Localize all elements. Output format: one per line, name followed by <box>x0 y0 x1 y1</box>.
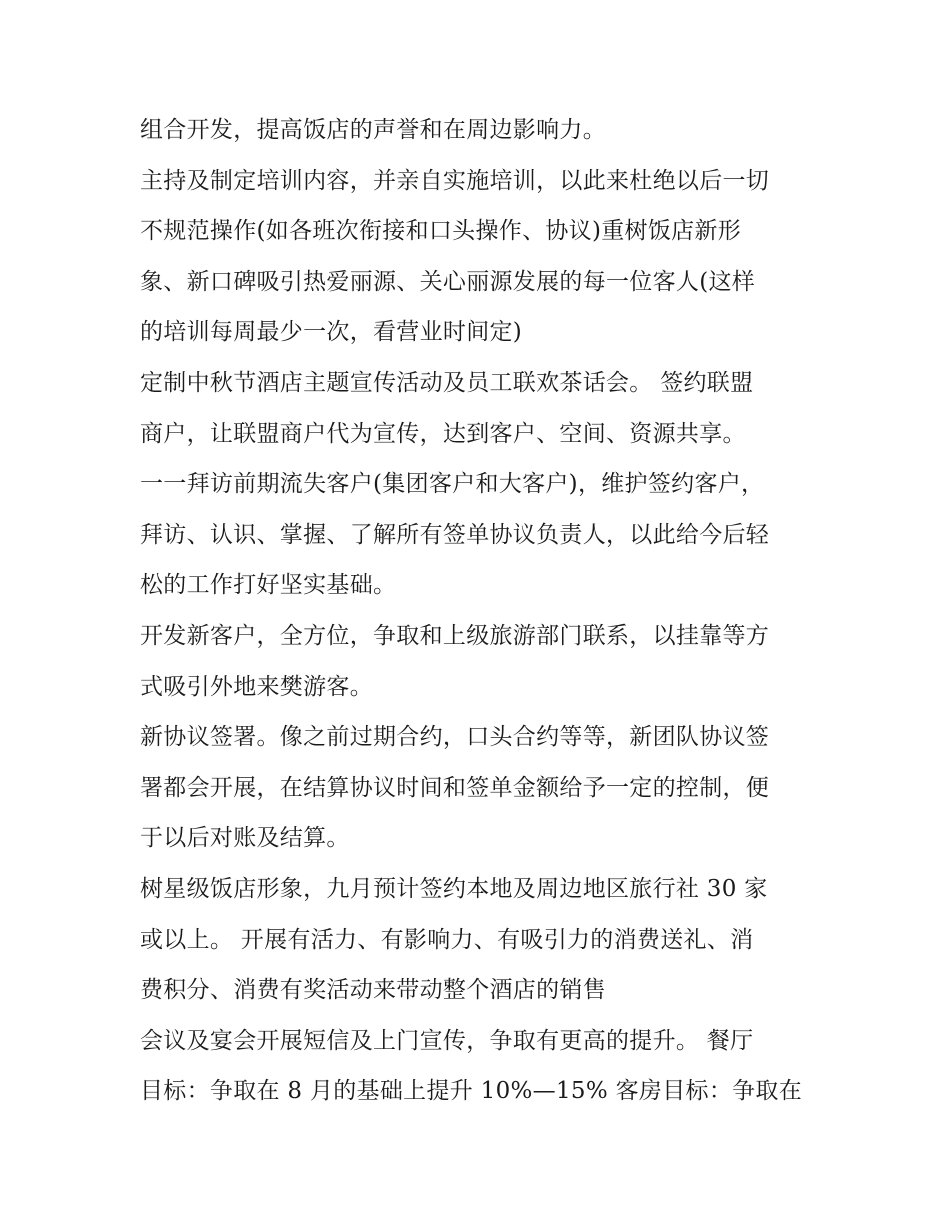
text-line: 定制中秋节酒店主题宣传活动及员工联欢茶话会。 签约联盟 <box>140 369 754 396</box>
text-line: 商户，让联盟商户代为宣传，达到客户、空间、资源共享。 <box>140 420 746 447</box>
text-line: 于以后对账及结算。 <box>140 825 350 852</box>
text-line: 或以上。 开展有活力、有影响力、有吸引力的消费送礼、消 <box>140 926 754 953</box>
text-line: 树星级饭店形象，九月预计签约本地及周边地区旅行社 30 家 <box>140 875 768 902</box>
body-text <box>140 105 830 1117</box>
text-line: 一一拜访前期流失客户(集团客户和大客户)，维护签约客户， <box>140 471 765 498</box>
text-line: 松的工作打好坚实基础。 <box>140 572 397 599</box>
text-line: 费积分、消费有奖活动来带动整个酒店的销售 <box>140 977 606 1004</box>
text-line: 主持及制定培训内容，并亲自实施培训，以此来杜绝以后一切 <box>140 167 770 194</box>
text-line: 拜访、认识、掌握、了解所有签单协议负责人，以此给今后轻 <box>140 521 770 548</box>
text-line: 新协议签署。像之前过期合约，口头合约等等，新团队协议签 <box>140 724 770 751</box>
text-line: 目标：争取在 8 月的基础上提升 10%—15% 客房目标：争取在 <box>140 1078 803 1105</box>
text-line: 会议及宴会开展短信及上门宣传，争取有更高的提升。 餐厅 <box>140 1027 754 1054</box>
text-line: 式吸引外地来樊游客。 <box>140 673 373 700</box>
text-line: 开发新客户，全方位，争取和上级旅游部门联系，以挂靠等方 <box>140 622 770 649</box>
text-line: 不规范操作(如各班次衔接和口头操作、协议)重树饭店新形 <box>140 218 742 245</box>
text-line: 组合开发，提高饭店的声誉和在周边影响力。 <box>140 117 606 143</box>
text-line: 象、新口碑吸引热爱丽源、关心丽源发展的每一位客人(这样 <box>140 268 756 295</box>
text-line: 的培训每周最少一次，看营业时间定) <box>140 319 523 346</box>
text-line: 署都会开展，在结算协议时间和签单金额给予一定的控制，便 <box>140 774 770 801</box>
